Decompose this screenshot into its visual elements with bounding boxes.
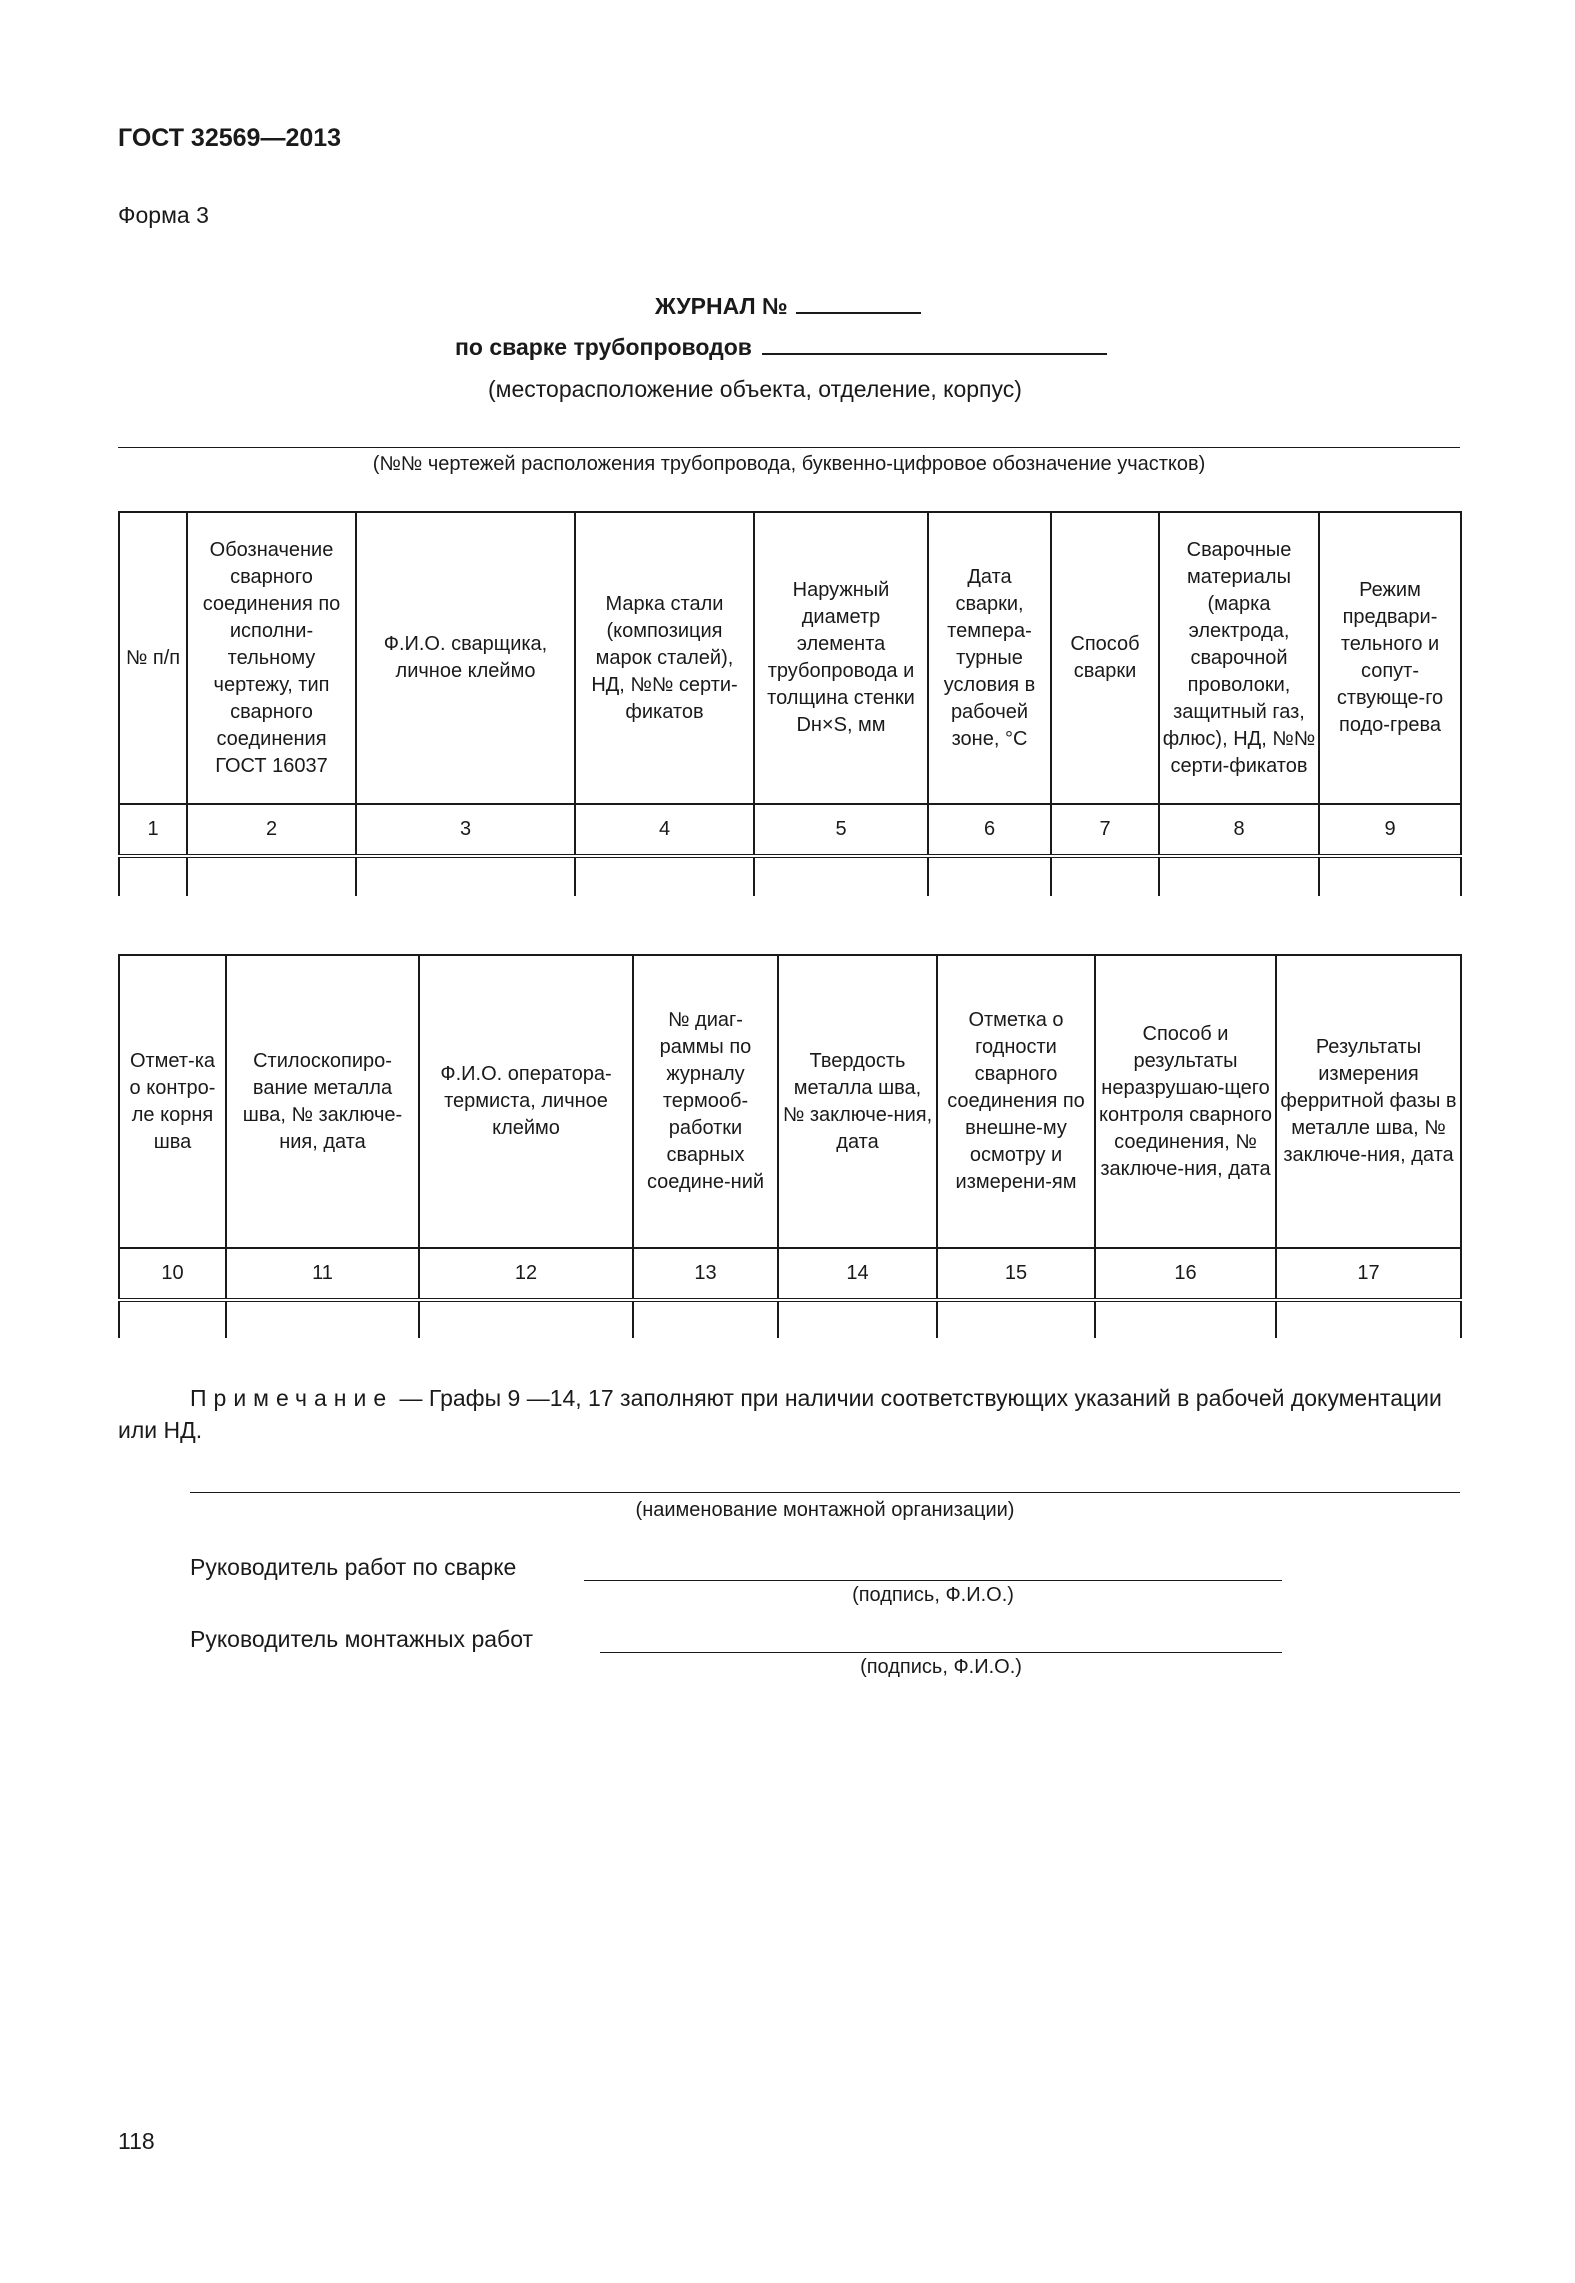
col-12-header: Ф.И.О. оператора-термиста, личное клеймо — [419, 955, 633, 1248]
table-cell — [575, 856, 754, 896]
col-1-number: 1 — [119, 804, 187, 856]
col-5-number: 5 — [754, 804, 928, 856]
col-11-header: Стилоскопиро-вание металла шва, № заключе-ния, дата — [226, 955, 419, 1248]
table-cell — [1095, 1300, 1276, 1338]
col-2-header: Обозначение сварного соединения по исполни-тельному чертежу, тип сварного соединения ГОСТ 16037 — [187, 512, 356, 804]
standard-number: ГОСТ 32569—2013 — [118, 124, 342, 152]
col-14-number: 14 — [778, 1248, 937, 1300]
table-cell — [1159, 856, 1319, 896]
col-17-number: 17 — [1276, 1248, 1461, 1300]
col-2-number: 2 — [187, 804, 356, 856]
table-cell — [187, 856, 356, 896]
organization-caption: (наименование монтажной организации) — [635, 1499, 1015, 1521]
col-7-header: Способ сварки — [1051, 512, 1159, 804]
organization-line — [190, 1492, 1460, 1493]
drawings-caption: (№№ чертежей расположения трубопровода, буквенно-цифровое обозначение участков) — [372, 453, 1206, 475]
journal-title — [655, 292, 921, 320]
journal-title-text: ЖУРНАЛ № — [655, 293, 788, 319]
table-cell — [119, 1300, 226, 1338]
table-cell — [419, 1300, 633, 1338]
table-cell — [928, 856, 1051, 896]
col-5-header: Наружный диаметр элемента трубопровода и толщина стенки Dн×S, мм — [754, 512, 928, 804]
col-1-header: № п/п — [119, 512, 187, 804]
table-cell — [633, 1300, 778, 1338]
col-4-number: 4 — [575, 804, 754, 856]
location-caption: (месторасположение объекта, отделение, корпус) — [488, 376, 1022, 402]
journal-table-1 — [118, 511, 1462, 896]
journal-subtitle-text: по сварке трубопроводов — [455, 334, 752, 360]
col-9-header: Режим предвари-тельного и сопут-ствующе-го подо-грева — [1319, 512, 1461, 804]
col-8-header: Сварочные материалы (марка электрода, сварочной проволоки, защитный газ, флюс), НД, №№ серти-фикатов — [1159, 512, 1319, 804]
table-cell — [356, 856, 575, 896]
col-3-number: 3 — [356, 804, 575, 856]
table-cell — [1276, 1300, 1461, 1338]
col-16-number: 16 — [1095, 1248, 1276, 1300]
signature-welding-label: Руководитель работ по сварке — [190, 1554, 517, 1580]
table-cell — [1051, 856, 1159, 896]
col-14-header: Твердость металла шва, № заключе-ния, дата — [778, 955, 937, 1248]
pipeline-blank — [762, 333, 1107, 355]
table-cell — [226, 1300, 419, 1338]
signature-installation-label: Руководитель монтажных работ — [190, 1626, 534, 1652]
note-text: — Графы 9 —14, 17 заполняют при наличии соответствующих указаний в рабочей документации или НД. — [118, 1385, 1442, 1443]
col-15-number: 15 — [937, 1248, 1095, 1300]
col-17-header: Результаты измерения ферритной фазы в металле шва, № заключе-ния, дата — [1276, 955, 1461, 1248]
signature-installation-caption: (подпись, Ф.И.О.) — [860, 1656, 1022, 1678]
col-12-number: 12 — [419, 1248, 633, 1300]
page-number: 118 — [118, 2128, 155, 2154]
signature-welding-caption: (подпись, Ф.И.О.) — [852, 1584, 1014, 1606]
table-1-header-row — [119, 512, 1461, 804]
table-2-empty-row — [119, 1300, 1461, 1338]
col-7-number: 7 — [1051, 804, 1159, 856]
drawings-line — [118, 447, 1460, 448]
col-3-header: Ф.И.О. сварщика, личное клеймо — [356, 512, 575, 804]
table-2-header-row — [119, 955, 1461, 1248]
col-13-number: 13 — [633, 1248, 778, 1300]
table-2-number-row — [119, 1248, 1461, 1300]
table-1-empty-row — [119, 856, 1461, 896]
table-1-number-row — [119, 804, 1461, 856]
col-6-header: Дата сварки, темпера-турные условия в рабочей зоне, °С — [928, 512, 1051, 804]
journal-table-2 — [118, 954, 1462, 1338]
note — [118, 1382, 1458, 1446]
col-10-number: 10 — [119, 1248, 226, 1300]
note-label: Примечание — [190, 1385, 394, 1411]
col-16-header: Способ и результаты неразрушаю-щего контроля сварного соединения, № заключе-ния, дата — [1095, 955, 1276, 1248]
table-cell — [754, 856, 928, 896]
col-13-header: № диаг-раммы по журналу термооб-работки сварных соедине-ний — [633, 955, 778, 1248]
col-6-number: 6 — [928, 804, 1051, 856]
table-cell — [778, 1300, 937, 1338]
table-cell — [937, 1300, 1095, 1338]
journal-subtitle — [455, 333, 1107, 361]
col-10-header: Отмет-ка о контро-ле корня шва — [119, 955, 226, 1248]
col-11-number: 11 — [226, 1248, 419, 1300]
table-cell — [1319, 856, 1461, 896]
col-4-header: Марка стали (композиция марок сталей), НД, №№ серти-фикатов — [575, 512, 754, 804]
table-cell — [119, 856, 187, 896]
journal-number-blank — [796, 292, 921, 314]
col-8-number: 8 — [1159, 804, 1319, 856]
col-15-header: Отметка о годности сварного соединения по внешне-му осмотру и измерени-ям — [937, 955, 1095, 1248]
col-9-number: 9 — [1319, 804, 1461, 856]
signature-installation-line — [600, 1652, 1282, 1653]
form-label: Форма 3 — [118, 202, 209, 228]
signature-welding-line — [584, 1580, 1282, 1581]
